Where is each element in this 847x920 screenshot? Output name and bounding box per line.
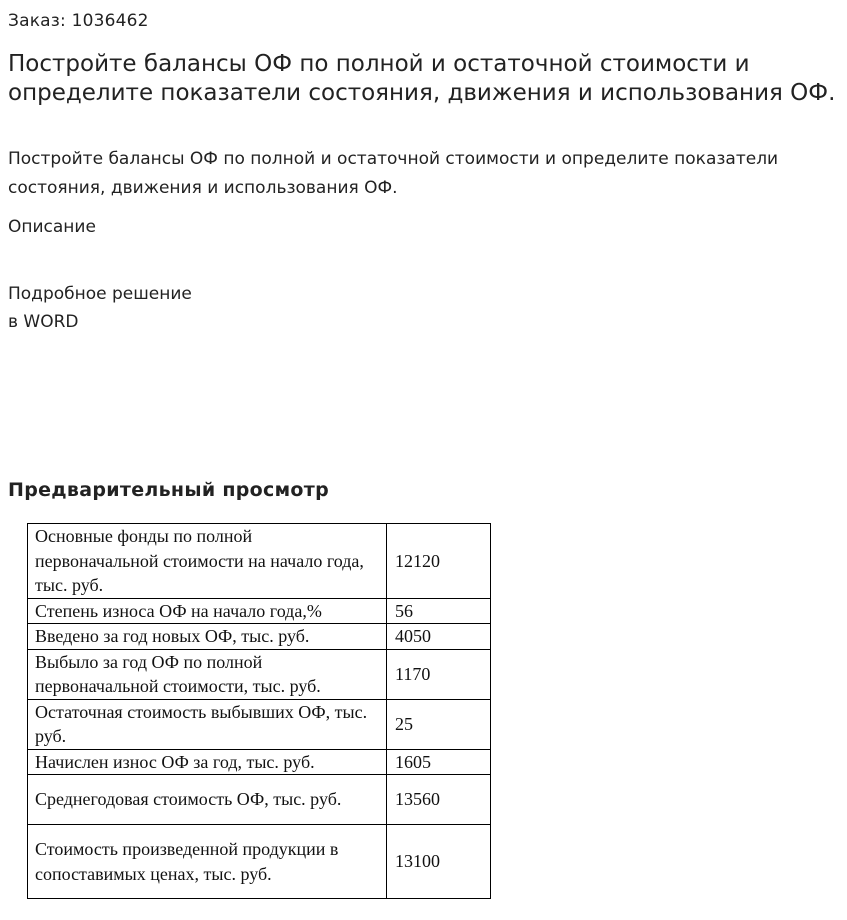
param-value: 13100 xyxy=(387,825,491,899)
solution-line-2: в WORD xyxy=(8,312,79,332)
param-value: 56 xyxy=(387,598,491,624)
order-number: Заказ: 1036462 xyxy=(8,11,149,31)
param-value: 12120 xyxy=(387,524,491,599)
param-name: Остаточная стоимость выбывших ОФ, тыс. руб. xyxy=(28,699,387,749)
table-row xyxy=(28,624,491,650)
param-name: Среднегодовая стоимость ОФ, тыс. руб. xyxy=(28,775,387,825)
param-value: 1170 xyxy=(387,649,491,699)
param-name: Выбыло за год ОФ по полной первоначальной стоимости, тыс. руб. xyxy=(28,649,387,699)
table-row xyxy=(28,649,491,699)
param-name: Степень износа ОФ на начало года,% xyxy=(28,598,387,624)
table-row xyxy=(28,699,491,749)
table-row xyxy=(28,524,491,599)
param-name: Основные фонды по полной первоначальной стоимости на начало года, тыс. руб. xyxy=(28,524,387,599)
param-value: 25 xyxy=(387,699,491,749)
parameters-table xyxy=(27,523,491,899)
table-row xyxy=(28,825,491,899)
table-row xyxy=(28,775,491,825)
page-title: Постройте балансы ОФ по полной и остаточной стоимости и определите показатели состояния, движения и использования ОФ. xyxy=(8,51,836,106)
solution-line-1: Подробное решение xyxy=(8,284,192,304)
param-value: 13560 xyxy=(387,775,491,825)
table-row xyxy=(28,598,491,624)
description-heading: Описание xyxy=(8,217,96,237)
param-value: 4050 xyxy=(387,624,491,650)
preview-heading: Предварительный просмотр xyxy=(8,479,329,501)
task-description: Постройте балансы ОФ по полной и остаточной стоимости и определите показатели состояния, движения и использования ОФ. xyxy=(8,149,779,198)
param-value: 1605 xyxy=(387,749,491,775)
param-name: Стоимость произведенной продукции в сопоставимых ценах, тыс. руб. xyxy=(28,825,387,899)
table-row xyxy=(28,749,491,775)
param-name: Начислен износ ОФ за год, тыс. руб. xyxy=(28,749,387,775)
solution-info xyxy=(8,280,192,336)
param-name: Введено за год новых ОФ, тыс. руб. xyxy=(28,624,387,650)
